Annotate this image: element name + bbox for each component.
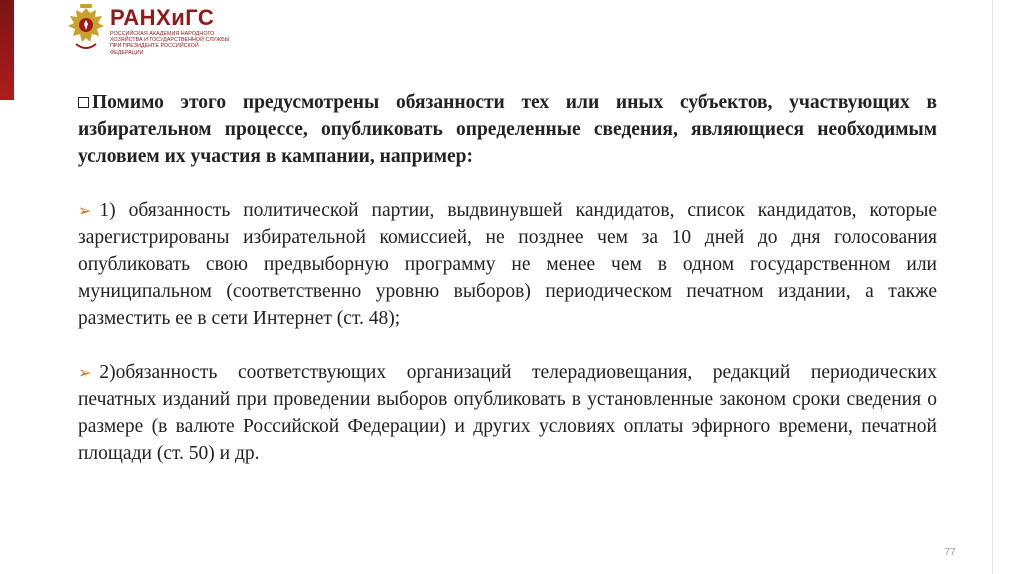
page-number: 77	[944, 547, 956, 558]
ranepa-logo	[66, 4, 230, 56]
slide-content	[78, 89, 937, 467]
list-item-text: 1) обязанность политической партии, выдвинувшей кандидатов, список кандидатов, которые зарегистрированы избирательной комиссией, не позднее чем за 10 дней до дня голосования опубликовать свою предвыборную программу не менее чем в одном государственном или муниципальном (соответственно уровню выборов) периодическом печатном издании, а также разместить ее в сети Интернет (ст. 48);	[78, 200, 937, 329]
intro-paragraph	[78, 89, 937, 170]
list-item-text: 2)обязанность соответствующих организаций телерадиовещания, редакций периодических печатных изданий при проведении выборов опубликовать в установленные законом сроки сведения о размере (в валюте Российской Федерации) и других условиях оплаты эфирного времени, печатной площади (ст. 50) и др.	[78, 362, 937, 464]
list-item	[78, 197, 937, 332]
intro-text: Помимо этого предусмотрены обязанности тех или иных субъектов, участвующих в избирательном процессе, опубликовать определенные сведения, являющиеся необходимым условием их участия в кампании, например:	[78, 92, 937, 167]
logo-subtitle: РОССИЙСКАЯ АКАДЕМИЯ НАРОДНОГО ХОЗЯЙСТВА И ГОСУДАРСТВЕННОЙ СЛУЖБЫ ПРИ ПРЕЗИДЕНТЕ РОССИЙСКОЙ ФЕДЕРАЦИИ	[110, 31, 230, 56]
right-divider-line	[992, 0, 993, 574]
logo-name: РАНХиГС	[110, 5, 215, 30]
arrow-bullet-icon: ➢	[78, 363, 92, 382]
list-item	[78, 359, 937, 467]
square-bullet-icon	[78, 97, 89, 108]
eagle-emblem-icon	[66, 4, 106, 54]
arrow-bullet-icon: ➢	[78, 201, 92, 220]
left-accent-bar	[0, 0, 14, 100]
